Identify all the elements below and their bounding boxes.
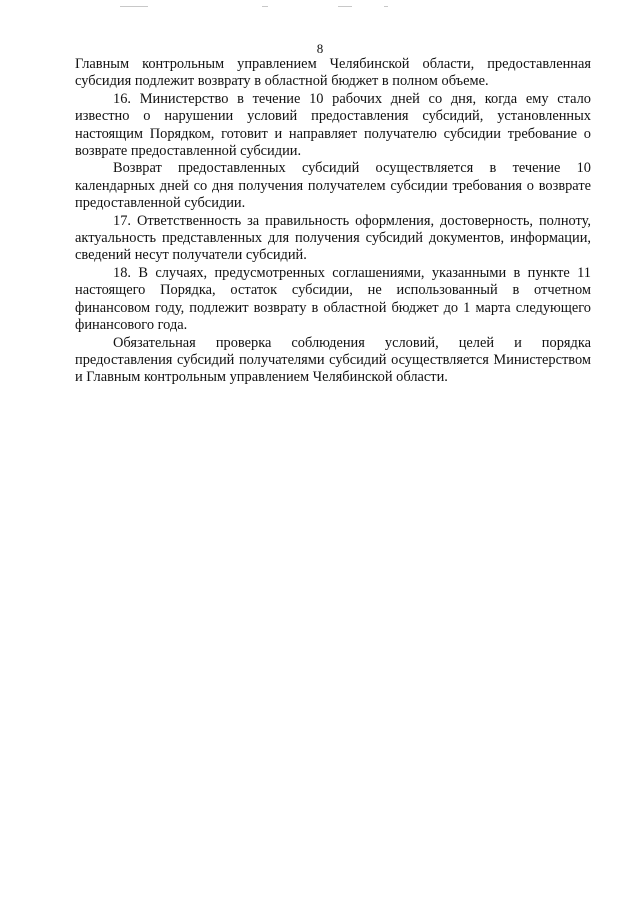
scan-artifact-marks bbox=[0, 6, 640, 10]
paragraph-item-17: 17. Ответственность за правильность оформления, достоверность, полноту, актуальность представленных для получения субсидий документов, информации, сведений несут получатели субсидий. bbox=[75, 212, 591, 264]
page-number: 8 bbox=[316, 41, 324, 56]
paragraph-mandatory-check: Обязательная проверка соблюдения условий, целей и порядка предоставления субсидий получателями субсидий осуществляется Министерством и Главным контрольным управлением Челябинской области. bbox=[75, 334, 591, 386]
paragraph-refund-term: Возврат предоставленных субсидий осуществляется в течение 10 календарных дней со дня получения получателем субсидии требования о возврате предоставленной субсидии. bbox=[75, 160, 591, 212]
paragraph-item-16: 16. Министерство в течение 10 рабочих дней со дня, когда ему стало известно о нарушении условий предоставления субсидий, установленных настоящим Порядком, готовит и направляет получателю субсидии требование о возврате предоставленной субсидии. bbox=[75, 90, 591, 160]
paragraph-continuation: Главным контрольным управлением Челябинской области, предоставленная субсидия подлежит возврату в областной бюджет в полном объеме. bbox=[75, 56, 591, 90]
paragraph-item-18: 18. В случаях, предусмотренных соглашениями, указанными в пункте 11 настоящего Порядка, остаток субсидии, не использованный в отчетном финансовом году, подлежит возврату в областной бюджет до 1 марта следующего финансового года. bbox=[75, 264, 591, 334]
document-body bbox=[75, 56, 591, 387]
